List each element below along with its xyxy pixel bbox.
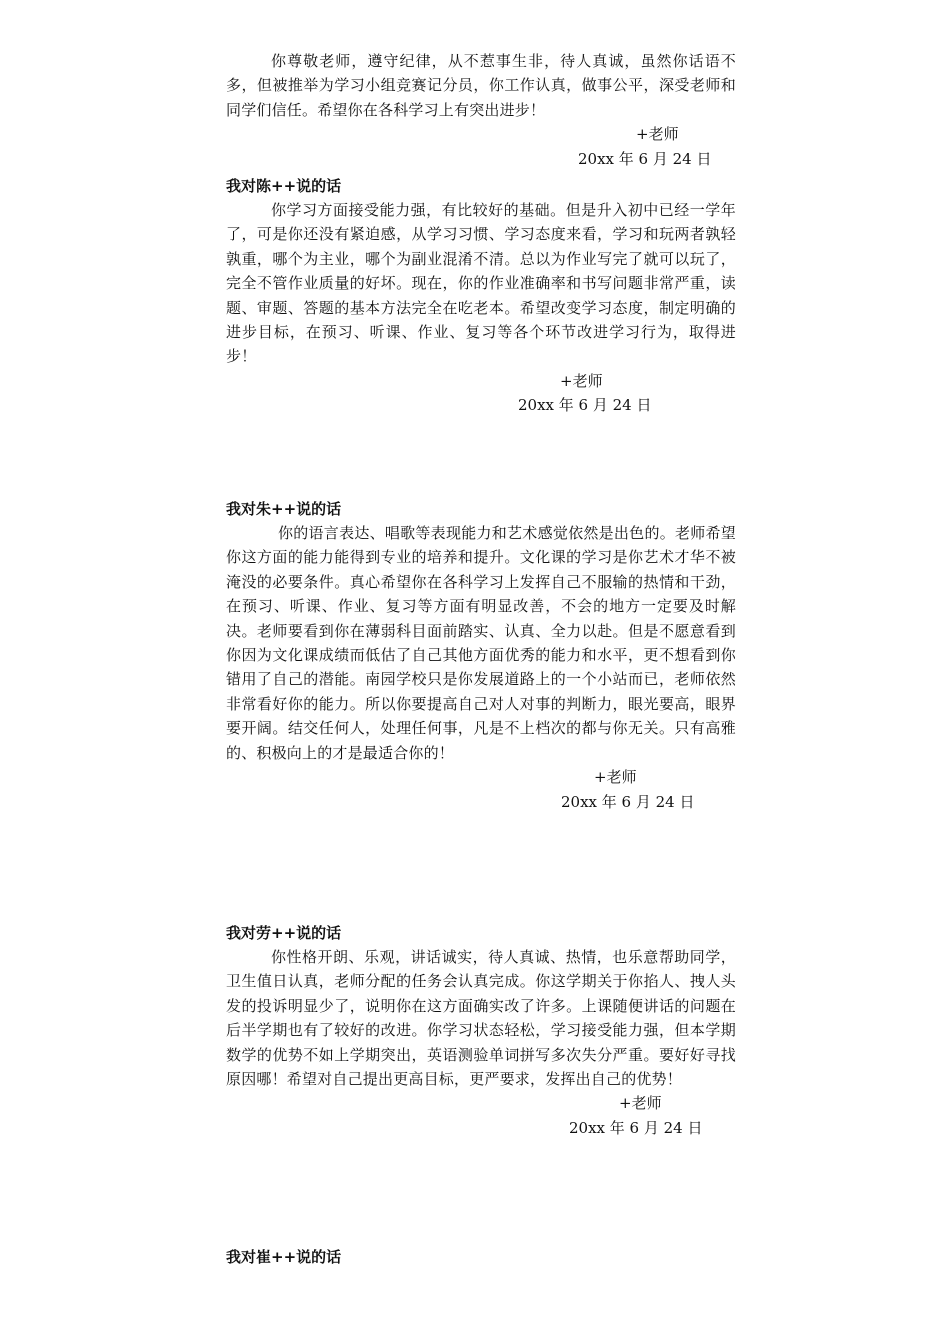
comment-text: 你性格开朗、乐观，讲话诚实，待人真诚、热情，也乐意帮助同学，卫生值日认真，老师分配的任务会认真完成。你这学期关于你掐人、拽人头发的投诉明显少了，说明你在这方面确实改了许多。上课随便讲话的问题在后半学期也有了较好的改进。你学习状态轻松，学习接受能力强，但本学期数学的优势不如上学期突出，英语测验单词拼写多次失分严重。要好好寻找原因哪！希望对自己提出更高目标，更严要求，发挥出自己的优势！ (226, 948, 736, 1089)
comment-heading: 我对崔++说的话 (226, 1248, 342, 1266)
comment-date: 20xx 年 6 月 24 日 (578, 149, 712, 168)
comment-date: 20xx 年 6 月 24 日 (561, 792, 695, 811)
comment-text: 你学习方面接受能力强，有比较好的基础。但是升入初中已经一学年了，可是你还没有紧迫感，从学习习惯、学习态度来看，学习和玩两者孰轻孰重，哪个为主业，哪个为副业混淆不清。总以为作业写完了就可以玩了，完全不管作业质量的好坏。现在，你的作业准确率和书写问题非常严重，读题、审题、答题的基本方法完全在吃老本。希望改变学习态度，制定明确的进步目标，在预习、听课、作业、复习等各个环节改进学习行为，取得进步！ (226, 201, 736, 366)
teacher-signature: +老师 (560, 371, 603, 390)
teacher-signature: +老师 (636, 125, 679, 144)
comment-text: 你的语言表达、唱歌等表现能力和艺术感觉依然是出色的。老师希望你这方面的能力能得到专业的培养和提升。文化课的学习是你艺术才华不被淹没的必要条件。真心希望你在各科学习上发挥自己不服输的热情和干劲，在预习、听课、作业、复习等方面有明显改善，不会的地方一定要及时解决。老师要看到你在薄弱科目面前踏实、认真、全力以赴。但是不愿意看到你因为文化课成绩而低估了自己其他方面优秀的能力和水平，更不想看到你错用了自己的潜能。南园学校只是你发展道路上的一个小站而已，老师依然非常看好你的能力。所以你要提高自己对人对事的判断力，眼光要高，眼界要开阔。结交任何人，处理任何事，凡是不上档次的都与你无关。只有高雅的、积极向上的才是最适合你的！ (226, 524, 736, 762)
teacher-signature: +老师 (594, 768, 637, 787)
comment-block (226, 174, 736, 418)
comment-block (226, 1245, 736, 1269)
comment-block (226, 921, 736, 1140)
comment-heading: 我对劳++说的话 (226, 924, 342, 942)
comment-text: 你尊敬老师，遵守纪律，从不惹事生非，待人真诚，虽然你话语不多，但被推举为学习小组竞赛记分员，你工作认真，做事公平，深受老师和同学们信任。希望你在各科学习上有突出进步！ (226, 52, 736, 119)
comment-block (226, 497, 736, 814)
teacher-signature: +老师 (619, 1094, 662, 1113)
comment-date: 20xx 年 6 月 24 日 (569, 1118, 703, 1137)
comment-heading: 我对陈++说的话 (226, 177, 342, 195)
comment-block (226, 49, 736, 171)
comment-heading: 我对朱++说的话 (226, 500, 342, 518)
comment-date: 20xx 年 6 月 24 日 (518, 396, 652, 415)
